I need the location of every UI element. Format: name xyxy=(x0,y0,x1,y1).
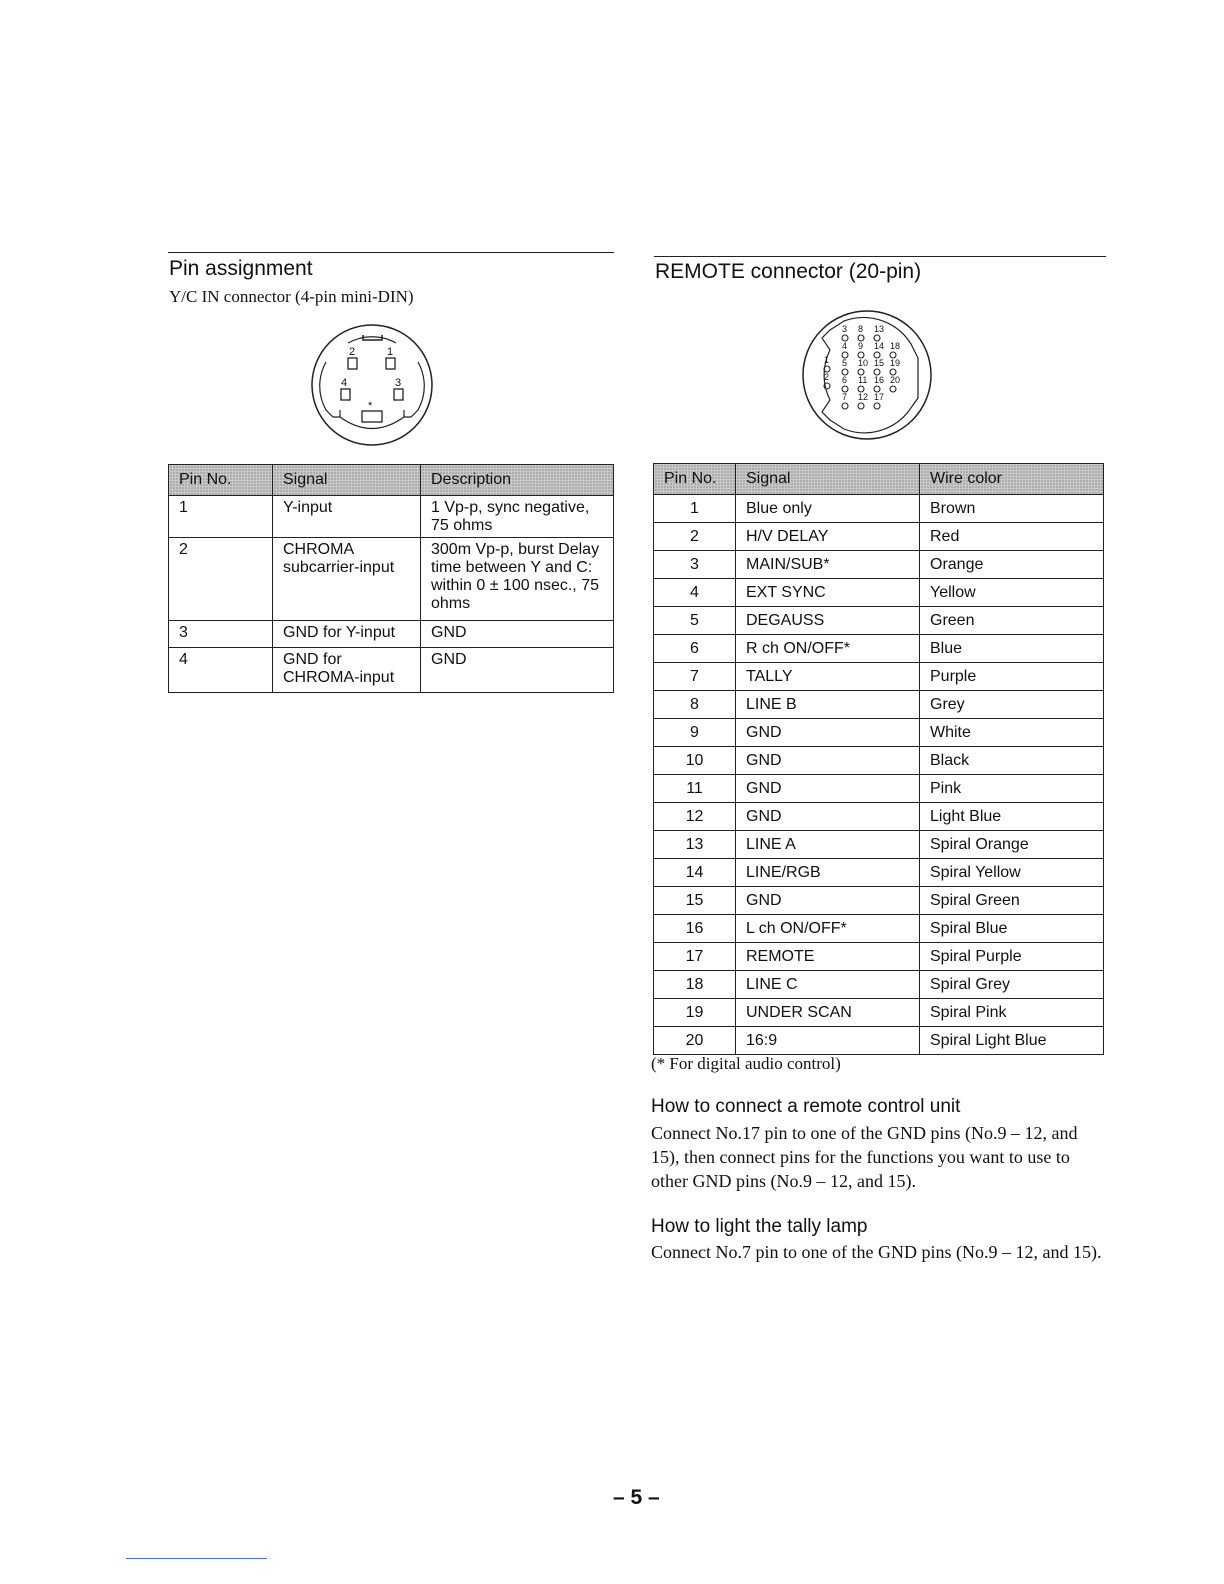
remote-cell-pin: 7 xyxy=(654,663,736,691)
remote-table-header xyxy=(654,464,1104,495)
yc-key-slot xyxy=(362,411,382,422)
table-row xyxy=(169,621,614,648)
remote-cell-pin: 9 xyxy=(654,719,736,747)
remote-cell-wire-color: Green xyxy=(920,607,1104,635)
yc-header-pin: Pin No. xyxy=(169,465,273,496)
table-row xyxy=(654,887,1104,915)
yc-cell-signal: GND for Y-input xyxy=(273,621,421,648)
remote-cell-wire-color: Black xyxy=(920,747,1104,775)
remote-cell-signal: MAIN/SUB* xyxy=(736,551,920,579)
table-row xyxy=(654,859,1104,887)
yc-cell-signal: Y-input xyxy=(273,496,421,538)
remote-cell-wire-color: Blue xyxy=(920,635,1104,663)
yc-pin-label-2: 2 xyxy=(349,346,356,358)
yc-pin-table xyxy=(168,464,614,693)
remote-connector-diagram xyxy=(800,308,934,442)
yc-cell-description: 300m Vp-p, burst Delay time between Y and C: within 0 ± 100 nsec., 75 ohms xyxy=(421,538,614,621)
remote-pin-label: 6 xyxy=(842,375,848,385)
yc-inner-arc-left xyxy=(320,362,340,417)
yc-cell-pin: 2 xyxy=(169,538,273,621)
remote-cell-signal: LINE B xyxy=(736,691,920,719)
remote-cell-pin: 13 xyxy=(654,831,736,859)
yc-pin-3 xyxy=(394,389,403,400)
remote-cell-pin: 12 xyxy=(654,803,736,831)
remote-cell-pin: 10 xyxy=(654,747,736,775)
table-row xyxy=(654,915,1104,943)
remote-header-signal: Signal xyxy=(736,464,920,495)
remote-pin-label: 20 xyxy=(890,375,901,385)
remote-cell-pin: 20 xyxy=(654,1027,736,1055)
remote-cell-signal: GND xyxy=(736,747,920,775)
remote-cell-wire-color: White xyxy=(920,719,1104,747)
table-row xyxy=(654,999,1104,1027)
yc-pin-label-4: 4 xyxy=(341,377,348,389)
remote-cell-signal: DEGAUSS xyxy=(736,607,920,635)
table-row xyxy=(654,607,1104,635)
remote-cell-signal: REMOTE xyxy=(736,943,920,971)
table-row xyxy=(654,1027,1104,1055)
tally-lamp-heading: How to light the tally lamp xyxy=(651,1216,868,1237)
remote-connector-title: REMOTE connector (20-pin) xyxy=(655,260,922,283)
remote-cell-signal: GND xyxy=(736,803,920,831)
yc-pin-2 xyxy=(348,358,357,369)
remote-inner-outline xyxy=(822,318,918,433)
table-row xyxy=(654,691,1104,719)
yc-cell-pin: 1 xyxy=(169,496,273,538)
remote-pin-grid xyxy=(824,324,900,409)
remote-cell-signal: LINE A xyxy=(736,831,920,859)
yc-pin-label-3: 3 xyxy=(395,377,402,389)
yc-inner-arc-bottom xyxy=(340,417,404,429)
remote-cell-wire-color: Pink xyxy=(920,775,1104,803)
yc-cell-description: GND xyxy=(421,648,614,693)
yc-pin-1 xyxy=(386,358,395,369)
remote-cell-pin: 11 xyxy=(654,775,736,803)
remote-cell-pin: 1 xyxy=(654,495,736,523)
remote-cell-signal: LINE/RGB xyxy=(736,859,920,887)
remote-cell-wire-color: Spiral Light Blue xyxy=(920,1027,1104,1055)
left-section-rule xyxy=(168,252,614,253)
remote-cell-signal: EXT SYNC xyxy=(736,579,920,607)
remote-cell-wire-color: Brown xyxy=(920,495,1104,523)
remote-cell-wire-color: Red xyxy=(920,523,1104,551)
remote-cell-wire-color: Spiral Orange xyxy=(920,831,1104,859)
remote-cell-signal: LINE C xyxy=(736,971,920,999)
right-section-rule xyxy=(654,256,1106,257)
remote-pin-label: 7 xyxy=(842,392,848,402)
table-row xyxy=(169,648,614,693)
remote-cell-wire-color: Spiral Pink xyxy=(920,999,1104,1027)
remote-pin-label: 10 xyxy=(858,358,869,368)
remote-pin-hole xyxy=(874,403,880,409)
remote-cell-pin: 2 xyxy=(654,523,736,551)
yc-header-signal: Signal xyxy=(273,465,421,496)
remote-cell-wire-color: Light Blue xyxy=(920,803,1104,831)
remote-pin-label: 19 xyxy=(890,358,901,368)
page-number: – 5 – xyxy=(613,1486,660,1509)
remote-cell-wire-color: Spiral Yellow xyxy=(920,859,1104,887)
remote-cell-pin: 6 xyxy=(654,635,736,663)
yc-cell-signal: CHROMA subcarrier-input xyxy=(273,538,421,621)
table-row xyxy=(654,495,1104,523)
remote-cell-pin: 8 xyxy=(654,691,736,719)
pin-assignment-title: Pin assignment xyxy=(169,257,313,280)
footer-link-rule xyxy=(126,1558,267,1559)
yc-connector-caption: Y/C IN connector (4-pin mini-DIN) xyxy=(169,287,414,306)
remote-pin-hole xyxy=(858,403,864,409)
remote-cell-wire-color: Spiral Grey xyxy=(920,971,1104,999)
remote-header-wire-color: Wire color xyxy=(920,464,1104,495)
yc-header-description: Description xyxy=(421,465,614,496)
remote-pin-hole xyxy=(842,403,848,409)
tally-lamp-text: Connect No.7 pin to one of the GND pins (No.9 – 12, and 15). xyxy=(651,1242,1102,1262)
yc-cell-signal: GND for CHROMA-input xyxy=(273,648,421,693)
table-row xyxy=(654,831,1104,859)
remote-cell-wire-color: Purple xyxy=(920,663,1104,691)
remote-cell-signal: 16:9 xyxy=(736,1027,920,1055)
remote-cell-pin: 5 xyxy=(654,607,736,635)
remote-cell-pin: 14 xyxy=(654,859,736,887)
remote-cell-signal: Blue only xyxy=(736,495,920,523)
yc-connector-diagram xyxy=(308,322,436,448)
remote-cell-signal: H/V DELAY xyxy=(736,523,920,551)
remote-pin-label: 4 xyxy=(842,341,848,351)
yc-pin-4 xyxy=(341,389,350,400)
remote-cell-signal: R ch ON/OFF* xyxy=(736,635,920,663)
remote-cell-wire-color: Yellow xyxy=(920,579,1104,607)
table-row xyxy=(169,496,614,538)
remote-header-pin: Pin No. xyxy=(654,464,736,495)
remote-cell-signal: GND xyxy=(736,887,920,915)
remote-cell-signal: GND xyxy=(736,775,920,803)
remote-cell-wire-color: Orange xyxy=(920,551,1104,579)
remote-pin-label: 11 xyxy=(858,375,868,385)
remote-pin-label: 12 xyxy=(858,392,869,402)
remote-pin-label: 18 xyxy=(890,341,901,351)
remote-cell-signal: TALLY xyxy=(736,663,920,691)
remote-cell-pin: 3 xyxy=(654,551,736,579)
remote-pin-label: 16 xyxy=(874,375,885,385)
yc-key-mark: * xyxy=(368,400,373,412)
remote-cell-pin: 18 xyxy=(654,971,736,999)
remote-cell-pin: 17 xyxy=(654,943,736,971)
table-row xyxy=(654,943,1104,971)
remote-cell-signal: UNDER SCAN xyxy=(736,999,920,1027)
digital-audio-footnote: (* For digital audio control) xyxy=(651,1054,841,1073)
remote-pin-label: 13 xyxy=(874,324,885,334)
remote-pin-label: 9 xyxy=(858,341,864,351)
table-row xyxy=(654,971,1104,999)
yc-cell-pin: 3 xyxy=(169,621,273,648)
remote-pin-label: 2 xyxy=(824,372,830,382)
remote-cell-signal: GND xyxy=(736,719,920,747)
table-row xyxy=(654,579,1104,607)
remote-pin-label: 8 xyxy=(858,324,864,334)
remote-cell-wire-color: Spiral Green xyxy=(920,887,1104,915)
remote-cell-wire-color: Grey xyxy=(920,691,1104,719)
remote-cell-pin: 15 xyxy=(654,887,736,915)
remote-pin-label: 17 xyxy=(874,392,885,402)
table-row xyxy=(654,635,1104,663)
table-row xyxy=(654,747,1104,775)
remote-cell-pin: 16 xyxy=(654,915,736,943)
remote-pin-label: 3 xyxy=(842,324,848,334)
table-row xyxy=(654,551,1104,579)
yc-cell-pin: 4 xyxy=(169,648,273,693)
remote-pin-table xyxy=(653,463,1104,1055)
yc-table-header xyxy=(169,465,614,496)
remote-cell-wire-color: Spiral Purple xyxy=(920,943,1104,971)
yc-pin-label-1: 1 xyxy=(387,346,394,358)
table-row xyxy=(169,538,614,621)
remote-cell-pin: 19 xyxy=(654,999,736,1027)
remote-pin-hole xyxy=(890,386,896,392)
table-row xyxy=(654,775,1104,803)
remote-cell-wire-color: Spiral Blue xyxy=(920,915,1104,943)
table-row xyxy=(654,663,1104,691)
yc-cell-description: 1 Vp-p, sync negative, 75 ohms xyxy=(421,496,614,538)
remote-pin-label: 15 xyxy=(874,358,885,368)
table-row xyxy=(654,523,1104,551)
yc-cell-description: GND xyxy=(421,621,614,648)
remote-pin-label: 5 xyxy=(842,358,848,368)
yc-inner-arc-right xyxy=(404,362,424,417)
remote-pin-label: 1 xyxy=(824,355,830,365)
remote-control-text: Connect No.17 pin to one of the GND pins (No.9 – 12, and 15), then connect pins for the functions you want to use to other GND pins (No.9 – 12, and 15). xyxy=(651,1123,1078,1191)
table-row xyxy=(654,803,1104,831)
remote-pin-label: 14 xyxy=(874,341,885,351)
yc-outer-ring xyxy=(312,325,432,445)
remote-control-heading: How to connect a remote control unit xyxy=(651,1096,961,1117)
table-row xyxy=(654,719,1104,747)
remote-cell-pin: 4 xyxy=(654,579,736,607)
remote-cell-signal: L ch ON/OFF* xyxy=(736,915,920,943)
